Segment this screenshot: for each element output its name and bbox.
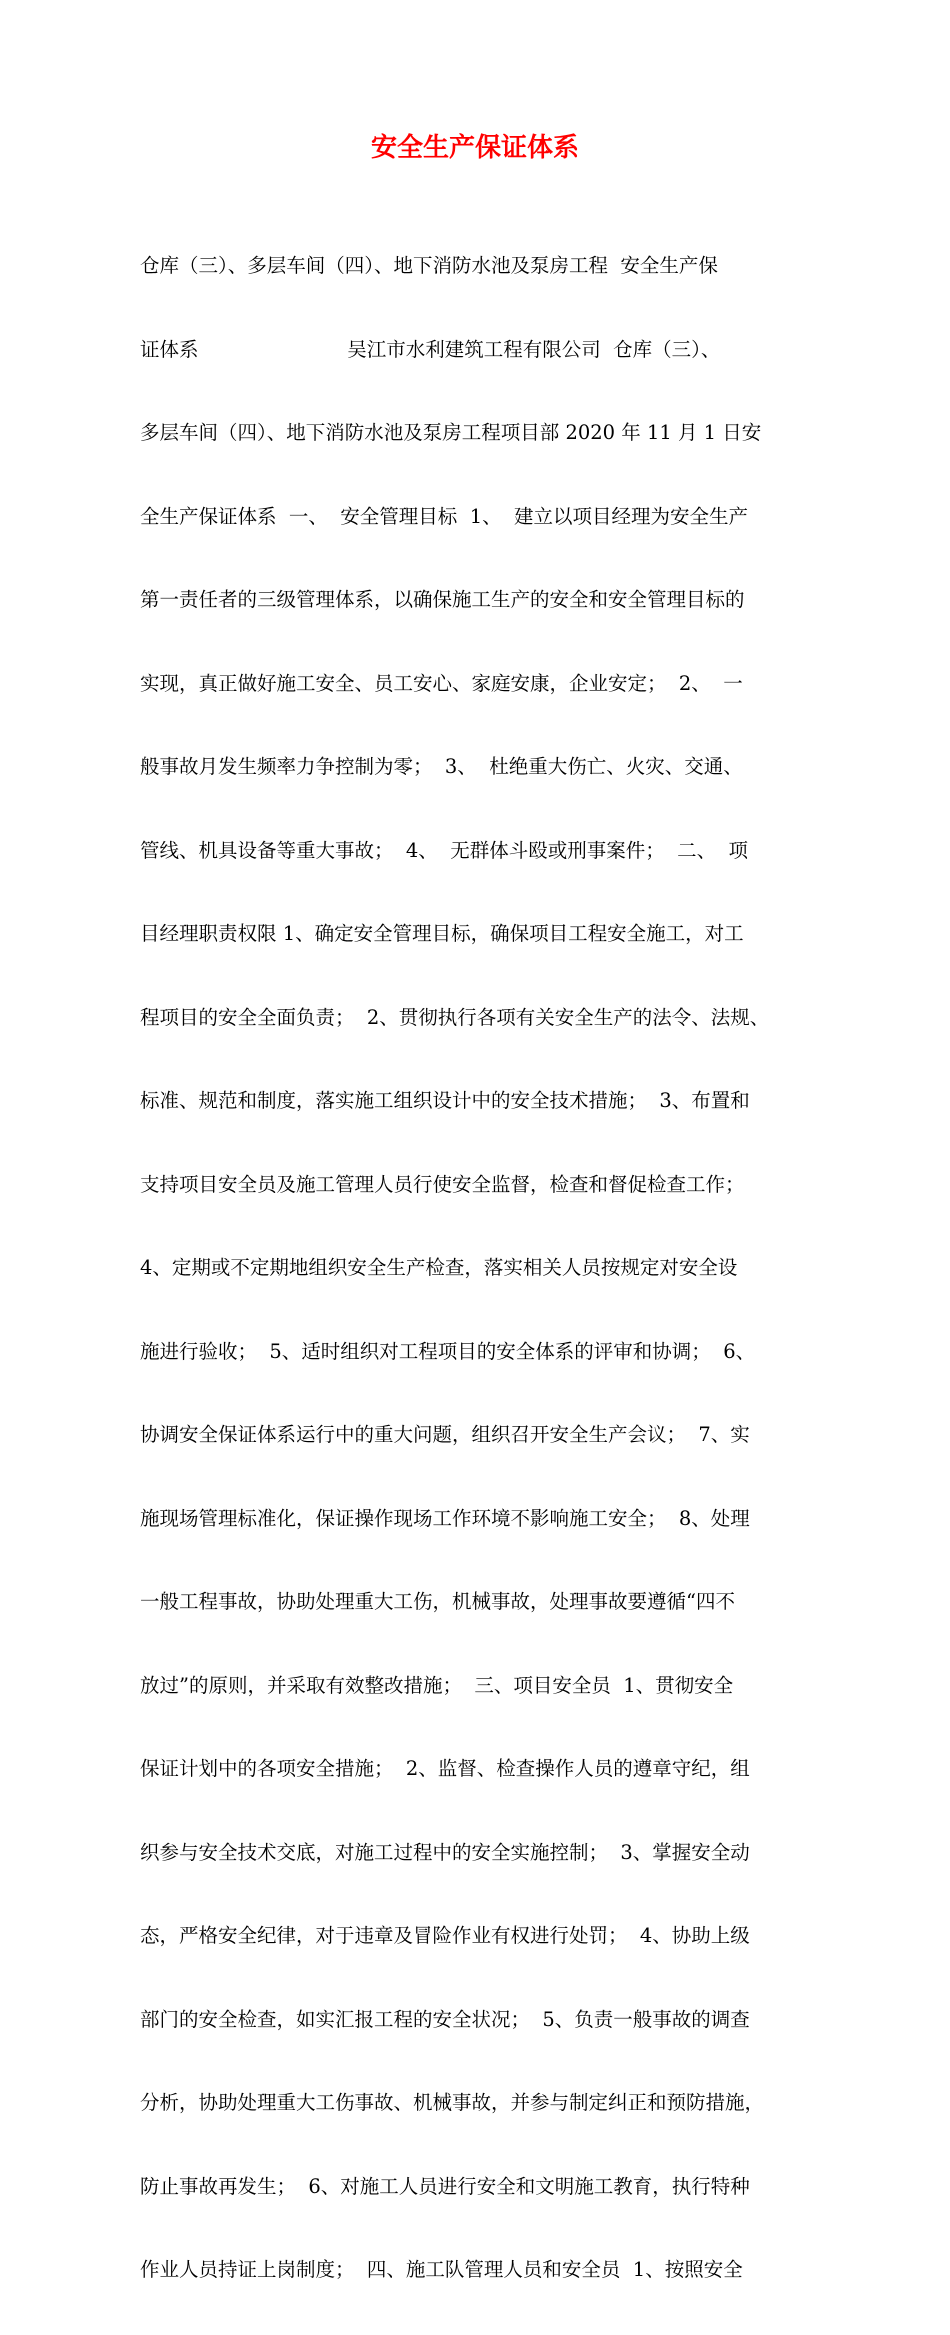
body-line: 施现场管理标准化，保证操作现场工作环境不影响施工安全； 8、处理	[140, 1506, 750, 1530]
body-line: 仓库（三）、多层车间（四）、地下消防水池及泵房工程 安全生产保	[140, 254, 718, 277]
body-line: 多层车间（四）、地下消防水池及泵房工程项目部 2020 年 11 月 1 日安	[140, 421, 762, 444]
document-body	[140, 201, 820, 2335]
body-line: 般事故月发生频率力争控制为零； 3、 杜绝重大伤亡、火灾、交通、	[140, 755, 743, 778]
body-line: 织参与安全技术交底，对施工过程中的安全实施控制； 3、掌握安全动	[140, 1840, 750, 1864]
body-line: 支持项目安全员及施工管理人员行使安全监督，检查和督促检查工作；	[140, 1172, 745, 1196]
body-line: 部门的安全检查，如实汇报工程的安全状况； 5、负责一般事故的调查	[140, 2007, 750, 2031]
body-line: 证体系 吴江市水利建筑工程有限公司 仓库（三）、	[140, 337, 721, 361]
body-line: 一般工程事故，协助处理重大工伤，机械事故，处理事故要遵循“四不	[140, 1590, 735, 1613]
body-line: 分析，协助处理重大工伤事故、机械事故，并参与制定纠正和预防措施，	[140, 2091, 765, 2114]
body-line: 4、定期或不定期地组织安全生产检查，落实相关人员按规定对安全设	[140, 1256, 738, 1279]
body-line: 放过”的原则，并采取有效整改措施； 三、项目安全员 1、贯彻安全	[140, 1673, 734, 1697]
body-line: 程项目的安全全面负责； 2、贯彻执行各项有关安全生产的法令、法规、	[140, 1005, 770, 1029]
body-line: 防止事故再发生； 6、对施工人员进行安全和文明施工教育，执行特种	[140, 2174, 750, 2198]
body-line: 全生产保证体系 一、 安全管理目标 1、 建立以项目经理为安全生产	[140, 504, 748, 528]
body-line: 实现，真正做好施工安全、员工安心、家庭安康，企业安定； 2、 一	[140, 671, 743, 695]
body-line: 标准、规范和制度，落实施工组织设计中的安全技术措施； 3、布置和	[140, 1089, 750, 1112]
body-line: 保证计划中的各项安全措施； 2、监督、检查操作人员的遵章守纪，组	[140, 1757, 750, 1780]
body-line: 协调安全保证体系运行中的重大问题，组织召开安全生产会议； 7、实	[140, 1423, 750, 1446]
body-line: 作业人员持证上岗制度； 四、施工队管理人员和安全员 1、按照安全	[140, 2258, 743, 2281]
body-line: 管线、机具设备等重大事故； 4、 无群体斗殴或刑事案件； 二、 项	[140, 838, 748, 862]
document-title: 安全生产保证体系	[370, 133, 579, 163]
body-line: 目经理职责权限 1、确定安全管理目标，确保项目工程安全施工，对工	[140, 922, 744, 945]
body-line: 态，严格安全纪律，对于违章及冒险作业有权进行处罚； 4、协助上级	[140, 1924, 750, 1947]
body-line: 第一责任者的三级管理体系，以确保施工生产的安全和安全管理目标的	[140, 588, 745, 611]
body-line: 施进行验收； 5、适时组织对工程项目的安全体系的评审和协调； 6、	[140, 1339, 756, 1363]
